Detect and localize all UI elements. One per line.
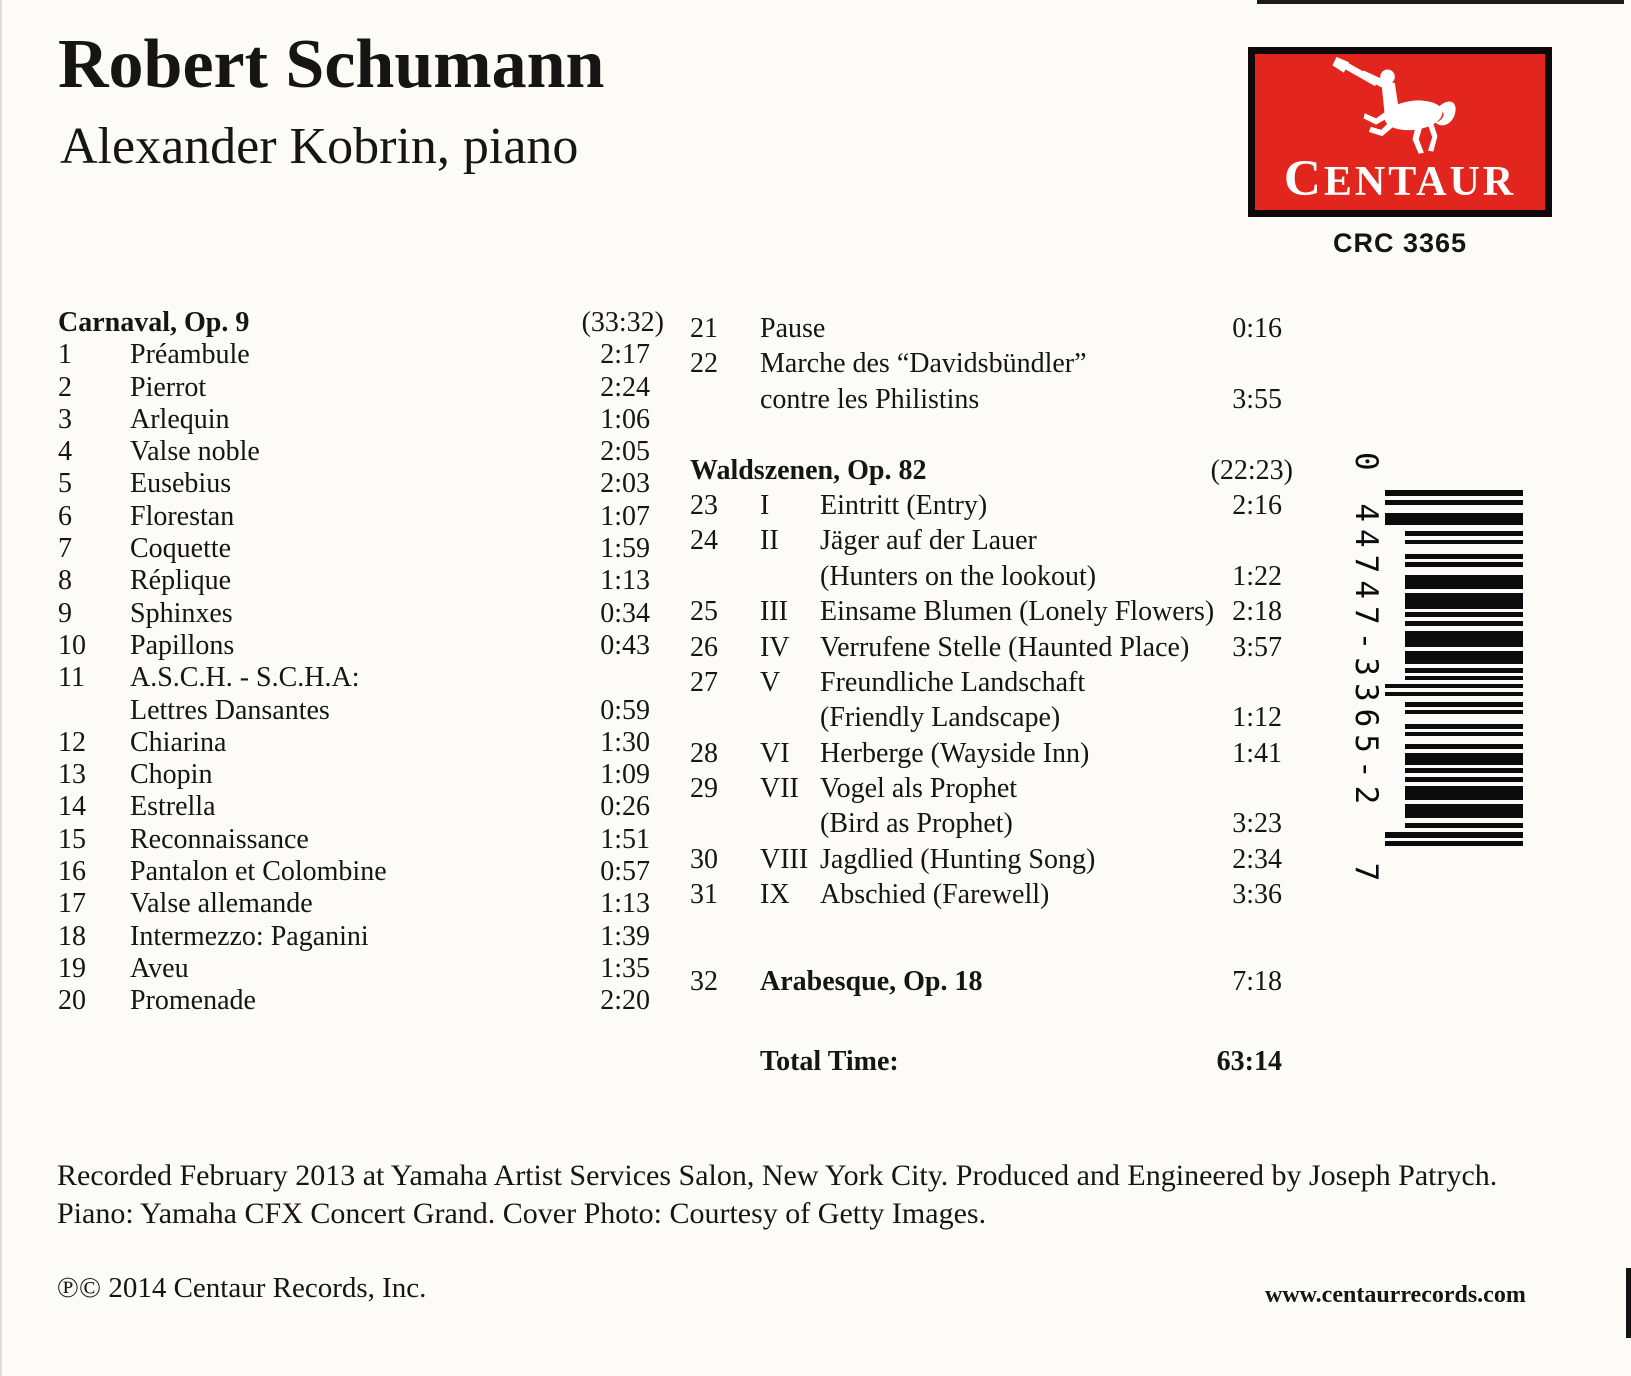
track-row bbox=[58, 727, 664, 759]
track-row bbox=[58, 695, 664, 727]
track-duration: 0:26 bbox=[600, 791, 650, 823]
credits-line-1: Recorded February 2013 at Yamaha Artist Services Salon, New York City. Produced and Engineered by Joseph Patrych. bbox=[57, 1159, 1498, 1192]
label-wordmark: CENTAUR bbox=[1283, 149, 1517, 207]
track-number: 10 bbox=[58, 629, 86, 661]
track-duration: 2:16 bbox=[1232, 489, 1282, 521]
barcode-bar bbox=[1405, 575, 1523, 589]
barcode-bar bbox=[1385, 513, 1523, 525]
track-title: (Friendly Landscape) bbox=[820, 702, 1061, 734]
track-row bbox=[58, 468, 664, 500]
track-title: Marche des “Davidsbündler” bbox=[760, 348, 1087, 380]
track-roman-numeral: IV bbox=[760, 631, 790, 663]
row-spacer bbox=[690, 999, 1293, 1044]
track-row bbox=[690, 488, 1293, 523]
barcode-bar bbox=[1385, 692, 1523, 696]
barcode-bar bbox=[1405, 651, 1523, 664]
track-title: Pause bbox=[760, 313, 826, 344]
barcode-bar bbox=[1405, 786, 1523, 800]
composer-title: Robert Schumann bbox=[58, 26, 605, 103]
track-number: 13 bbox=[58, 759, 86, 791]
track-duration: 2:03 bbox=[600, 468, 650, 500]
track-title: Pantalon et Colombine bbox=[130, 856, 387, 888]
track-duration: 0:57 bbox=[600, 856, 650, 888]
barcode-bar bbox=[1405, 777, 1523, 782]
track-row bbox=[58, 759, 664, 791]
track-title: Vogel als Prophet bbox=[820, 773, 1018, 805]
track-row bbox=[690, 453, 1293, 488]
track-number: 14 bbox=[58, 791, 86, 823]
track-row bbox=[690, 877, 1293, 912]
track-number: 7 bbox=[58, 533, 72, 565]
barcode-bar bbox=[1385, 500, 1523, 505]
track-row bbox=[690, 559, 1293, 594]
track-number: 2 bbox=[58, 371, 72, 403]
track-row bbox=[58, 501, 664, 533]
track-number: 32 bbox=[690, 965, 718, 997]
track-row bbox=[690, 346, 1293, 381]
track-row bbox=[58, 953, 664, 985]
track-title: Arabesque, Op. 18 bbox=[760, 965, 983, 997]
track-duration: 1:59 bbox=[600, 533, 650, 565]
track-title: Intermezzo: Paganini bbox=[130, 920, 369, 952]
track-title: Total Time: bbox=[760, 1046, 899, 1078]
track-duration: 1:13 bbox=[600, 565, 650, 597]
track-row bbox=[690, 594, 1293, 629]
recording-credits bbox=[57, 1157, 1497, 1232]
track-number: 15 bbox=[58, 823, 86, 855]
track-number: 30 bbox=[690, 843, 718, 875]
track-roman-numeral: VIII bbox=[760, 843, 809, 875]
track-row bbox=[58, 630, 664, 662]
barcode-bar bbox=[1385, 684, 1523, 688]
barcode-bar bbox=[1405, 676, 1523, 680]
track-duration: 0:16 bbox=[1232, 313, 1282, 344]
track-row bbox=[58, 888, 664, 920]
track-duration: 63:14 bbox=[1216, 1046, 1282, 1078]
track-duration: 3:23 bbox=[1232, 808, 1282, 840]
track-row bbox=[58, 339, 664, 371]
track-number: 29 bbox=[690, 773, 718, 805]
track-title: contre les Philistins bbox=[760, 383, 980, 415]
track-number: 27 bbox=[690, 666, 718, 698]
barcode-bar bbox=[1405, 710, 1523, 714]
barcode bbox=[1405, 490, 1523, 846]
track-duration: 3:36 bbox=[1232, 879, 1282, 911]
track-title: Verrufene Stelle (Haunted Place) bbox=[820, 631, 1190, 663]
track-number: 18 bbox=[58, 920, 86, 952]
track-duration: 1:39 bbox=[600, 920, 650, 952]
track-number: 5 bbox=[58, 468, 72, 500]
track-title: A.S.C.H. - S.C.H.A: bbox=[130, 662, 360, 694]
track-row bbox=[58, 404, 664, 436]
track-number: 3 bbox=[58, 403, 72, 435]
track-duration: 1:41 bbox=[1232, 737, 1282, 769]
track-duration: 0:34 bbox=[600, 597, 650, 629]
work-title: Carnaval, Op. 9 bbox=[58, 307, 250, 338]
track-roman-numeral: II bbox=[760, 525, 779, 557]
barcode-bar bbox=[1405, 768, 1523, 773]
track-number: 6 bbox=[58, 500, 72, 532]
track-number: 8 bbox=[58, 565, 72, 597]
track-row bbox=[58, 307, 664, 339]
work-title: Waldszenen, Op. 82 bbox=[690, 454, 927, 486]
track-duration: 1:06 bbox=[600, 403, 650, 435]
track-roman-numeral: IX bbox=[760, 879, 790, 911]
track-duration: 3:55 bbox=[1232, 383, 1282, 415]
track-duration: 3:57 bbox=[1232, 631, 1282, 663]
track-title: Freundliche Landschaft bbox=[820, 666, 1086, 698]
track-number: 19 bbox=[58, 952, 86, 984]
track-row bbox=[690, 700, 1293, 735]
track-title: Herberge (Wayside Inn) bbox=[820, 737, 1090, 769]
track-duration: 1:07 bbox=[600, 500, 650, 532]
website-url: www.centaurrecords.com bbox=[1265, 1282, 1526, 1308]
track-title: Reconnaissance bbox=[130, 823, 309, 855]
track-number: 26 bbox=[690, 631, 718, 663]
track-row bbox=[58, 921, 664, 953]
track-duration: 1:51 bbox=[600, 823, 650, 855]
track-number: 20 bbox=[58, 985, 86, 1017]
track-row bbox=[690, 311, 1293, 346]
track-number: 1 bbox=[58, 339, 72, 371]
track-row bbox=[58, 372, 664, 404]
track-duration: 1:13 bbox=[600, 888, 650, 920]
track-duration: 2:20 bbox=[600, 985, 650, 1017]
centaur-logo bbox=[1248, 47, 1552, 217]
track-title: Aveu bbox=[130, 952, 189, 984]
track-title: Réplique bbox=[130, 565, 232, 597]
track-duration: 1:22 bbox=[1232, 560, 1282, 592]
track-duration: 2:05 bbox=[600, 436, 650, 468]
row-spacer bbox=[690, 417, 1293, 452]
track-roman-numeral: VII bbox=[760, 773, 799, 805]
track-title: (Bird as Prophet) bbox=[820, 808, 1013, 840]
barcode-bar bbox=[1405, 593, 1523, 609]
barcode-bar bbox=[1405, 724, 1523, 729]
track-row bbox=[690, 736, 1293, 771]
track-row bbox=[690, 630, 1293, 665]
centaur-figure-icon bbox=[1320, 56, 1480, 160]
track-title: Pierrot bbox=[130, 371, 207, 403]
track-row bbox=[690, 1044, 1293, 1079]
track-row bbox=[690, 842, 1293, 877]
barcode-bar bbox=[1405, 631, 1523, 647]
track-roman-numeral: V bbox=[760, 666, 781, 698]
track-number: 16 bbox=[58, 856, 86, 888]
barcode-bar bbox=[1405, 804, 1523, 818]
track-number: 17 bbox=[58, 888, 86, 920]
barcode-bar bbox=[1405, 612, 1523, 617]
track-title: Chiarina bbox=[130, 726, 227, 758]
track-number: 21 bbox=[690, 313, 718, 344]
track-title: Abschied (Farewell) bbox=[820, 879, 1050, 911]
tracklist-waldszenen bbox=[690, 311, 1293, 1079]
track-title: Florestan bbox=[130, 500, 235, 532]
track-row bbox=[690, 964, 1293, 999]
track-row bbox=[58, 436, 664, 468]
track-row bbox=[58, 662, 664, 694]
track-number: 22 bbox=[690, 348, 718, 380]
track-title: Chopin bbox=[130, 759, 213, 791]
barcode-bar bbox=[1405, 562, 1523, 567]
track-number: 25 bbox=[690, 596, 718, 628]
tracklist-carnaval bbox=[58, 307, 664, 1018]
barcode-bar bbox=[1405, 732, 1523, 736]
track-title: Coquette bbox=[130, 533, 232, 565]
barcode-bar bbox=[1405, 823, 1523, 828]
scan-artifact-right-edge bbox=[1626, 1268, 1631, 1338]
track-duration: 2:34 bbox=[1232, 843, 1282, 875]
track-row bbox=[58, 824, 664, 856]
track-roman-numeral: I bbox=[760, 489, 770, 521]
track-duration: 0:43 bbox=[600, 629, 650, 661]
track-duration: 2:17 bbox=[600, 339, 650, 371]
track-duration: 1:12 bbox=[1232, 702, 1282, 734]
track-number: 23 bbox=[690, 489, 718, 521]
track-duration: 1:30 bbox=[600, 726, 650, 758]
track-row bbox=[690, 523, 1293, 558]
track-title: Lettres Dansantes bbox=[130, 694, 330, 726]
track-row bbox=[58, 565, 664, 597]
track-roman-numeral: VI bbox=[760, 737, 790, 769]
track-title: Eintritt (Entry) bbox=[820, 489, 988, 521]
barcode-bar bbox=[1385, 841, 1523, 846]
barcode-bar bbox=[1405, 702, 1523, 707]
track-duration: 1:35 bbox=[600, 952, 650, 984]
track-number: 4 bbox=[58, 436, 72, 468]
track-row bbox=[58, 598, 664, 630]
track-title: Arlequin bbox=[130, 403, 230, 435]
credits-line-2: Piano: Yamaha CFX Concert Grand. Cover Photo: Courtesy of Getty Images. bbox=[57, 1196, 987, 1230]
barcode-bar bbox=[1405, 531, 1523, 536]
barcode-bar bbox=[1405, 668, 1523, 673]
track-title: Préambule bbox=[130, 339, 250, 371]
track-title: Valse noble bbox=[130, 436, 260, 468]
track-title: Jäger auf der Lauer bbox=[820, 525, 1037, 557]
scan-artifact-top-edge bbox=[1257, 0, 1624, 4]
track-number: 31 bbox=[690, 879, 718, 911]
track-title: Einsame Blumen (Lonely Flowers) bbox=[820, 596, 1215, 628]
track-row bbox=[690, 806, 1293, 841]
track-duration: 7:18 bbox=[1232, 965, 1282, 997]
track-row bbox=[690, 382, 1293, 417]
track-title: Estrella bbox=[130, 791, 216, 823]
track-duration: 1:09 bbox=[600, 759, 650, 791]
barcode-number: 0 44747-3365-2 7 bbox=[1348, 452, 1384, 889]
catalog-number: CRC 3365 bbox=[1332, 228, 1468, 258]
track-title: Eusebius bbox=[130, 468, 232, 500]
track-title: Promenade bbox=[130, 985, 256, 1017]
row-spacer bbox=[690, 913, 1293, 964]
copyright-notice: ℗© 2014 Centaur Records, Inc. bbox=[57, 1272, 427, 1304]
track-row bbox=[58, 533, 664, 565]
track-title: Sphinxes bbox=[130, 597, 233, 629]
track-row bbox=[58, 791, 664, 823]
barcode-bar bbox=[1405, 554, 1523, 559]
barcode-bar bbox=[1405, 621, 1523, 626]
track-number: 12 bbox=[58, 726, 86, 758]
track-number: 28 bbox=[690, 737, 718, 769]
track-row bbox=[58, 856, 664, 888]
barcode-bar bbox=[1405, 540, 1523, 544]
barcode-bar bbox=[1405, 753, 1523, 765]
track-duration: 0:59 bbox=[600, 694, 650, 726]
track-number: 9 bbox=[58, 597, 72, 629]
track-title: Jagdlied (Hunting Song) bbox=[820, 843, 1096, 875]
track-number: 24 bbox=[690, 525, 718, 557]
work-duration: (22:23) bbox=[1210, 454, 1293, 486]
track-number: 11 bbox=[58, 662, 85, 694]
track-row bbox=[58, 985, 664, 1017]
track-row bbox=[690, 771, 1293, 806]
track-duration: 2:18 bbox=[1232, 596, 1282, 628]
track-duration: 2:24 bbox=[600, 371, 650, 403]
barcode-bar bbox=[1385, 490, 1523, 496]
performer-title: Alexander Kobrin, piano bbox=[60, 118, 579, 175]
work-duration: (33:32) bbox=[581, 307, 664, 338]
barcode-bar bbox=[1385, 832, 1523, 838]
barcode-bar bbox=[1405, 744, 1523, 749]
track-title: (Hunters on the lookout) bbox=[820, 560, 1097, 592]
track-roman-numeral: III bbox=[760, 596, 788, 628]
track-title: Papillons bbox=[130, 629, 235, 661]
track-title: Valse allemande bbox=[130, 888, 313, 920]
track-row bbox=[690, 665, 1293, 700]
